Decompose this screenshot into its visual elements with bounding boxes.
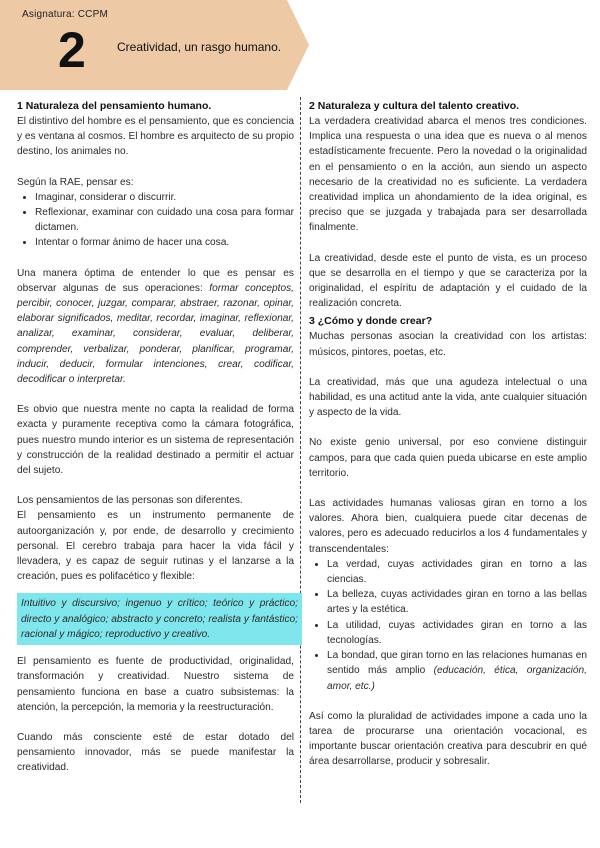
value-4-text: La bondad, que giran torno en las relaciones humanas en sentido más amplio [327, 650, 587, 677]
section-3-title: 3 ¿Cómo y donde crear? [309, 315, 433, 328]
paragraph: No existe genio universal, por eso conviene distinguir campos, para que cada quien pueda ubicarse en este amplio territorio. [309, 437, 587, 479]
unit-number: 2 [58, 22, 86, 78]
operations-list: formar conceptos, percibir, conocer, juzgar, comparar, abstraer, razonar, opinar, elaborar significados, meditar, recordar, imaginar, reflexionar, analizar, examinar, considerar, evaluar, deliberar, comprender, verbalizar, ponderar, planificar, programar, inducir, deducir, formular intenciones, crear, codificar, decodificar o interpretar. [17, 282, 294, 386]
list-item: • Reflexionar, examinar con cuidado una cosa para formar dictamen. [35, 205, 294, 235]
values-list [309, 557, 587, 694]
highlighted-qualities: Intuitivo y discursivo; ingenuo y crítico; teórico y práctico; directo y analógico; abstracto y concreto; realista y fantástico; racional y mágico; reproductivo y creativo. [17, 593, 302, 645]
paragraph: El pensamiento es un instrumento permanente de autoorganización y, por ende, de desarrollo y crecimiento personal. El cerebro trabaja para hacer la vida fácil y llevadera, y es capaz de seguir rutinas y el lanzarse a la creación, pues es polifacético y flexible: [17, 510, 294, 583]
paragraph: Muchas personas asocian la creatividad con los artistas: músicos, pintores, poetas, etc. [309, 331, 587, 358]
section-2-title: 2 Naturaleza y cultura del talento creativo. [309, 100, 520, 112]
list-item: • La belleza, cuyas actividades giran en torno a las bellas artes y la estética. [327, 587, 587, 617]
paragraph: Cuando más consciente esté de estar dotado del pensamiento innovador, más se puede manifestar la creatividad. [17, 731, 294, 774]
subject-label: Asignatura: CCPM [22, 9, 109, 20]
list-item: • La verdad, cuyas actividades giran en torno a las ciencias. [327, 557, 587, 587]
paragraph: El pensamiento es fuente de productividad, originalidad, transformación y creatividad. Nuestro sistema de pensamiento funciona en base a cuatro subsistemas: la atención, la percepción, la memoria y la reestructuración. [17, 656, 294, 713]
list-item: • Intentar o formar ánimo de hacer una cosa. [35, 235, 294, 250]
paragraph: La verdadera creatividad abarca el menos tres condiciones. Implica una respuesta o una idea que es nueva o al menos estadísticamente frecuente. Pero la novedad o la originalidad en el pensamiento o en la acción, aun siendo un aspecto necesario de la creatividad no es suficiente. La verdadera creatividad implica un ahondamiento de la idea original, es preciso que se juzgada y trabajada para ser desarrollada finalmente. [309, 116, 587, 234]
column-divider [300, 97, 301, 803]
paragraph: La creatividad, desde este el punto de vista, es un proceso que se desarrolla en el tiempo y que se caracteriza por la originalidad, el espíritu de adaptación y el cuidado de la realización concreta. [309, 252, 587, 310]
paragraph: La creatividad, más que una agudeza intelectual o una habilidad, es una actitud ante la vida, ante cualquier situación y aspecto de la vida. [309, 376, 587, 419]
section-1-title: 1 Naturaleza del pensamiento humano. [17, 100, 212, 112]
left-column [17, 99, 298, 776]
operations-intro: Una manera óptima de entender lo que es pensar es observar algunas de sus operaciones: [17, 267, 294, 294]
paragraph: Las actividades humanas valiosas giran en torno a los valores. Ahora bien, cualquiera puede citar decenas de valores, pero es adecuado reducirlos a los 4 fundamentales y transcendentales: [309, 498, 587, 555]
paragraph: Los pensamientos de las personas son diferentes. [17, 495, 243, 507]
paragraph: Es obvio que nuestra mente no capta la realidad de forma exacta y puramente receptiva como la cámara fotográfica, pues nuestro mundo interior es un sistema de representación y construcción de la realidad destinado a permitir el actuar del sujeto. [17, 404, 294, 477]
paragraph: Así como la pluralidad de actividades impone a cada uno la tarea de procurarse una orientación vocacional, es importante buscar orientación creativa para descubrir en qué área desarrollarse, producir y sobresalir. [309, 710, 587, 768]
value-4-examples: (educación, ética, organización, amor, etc.) [327, 665, 587, 692]
rae-definitions-list [17, 190, 294, 251]
operations-paragraph [17, 266, 294, 388]
list-item [327, 648, 587, 694]
paragraph: Según la RAE, pensar es: [17, 176, 134, 188]
header-banner [0, 0, 310, 90]
paragraph: El distintivo del hombre es el pensamiento, que es conciencia y es ventana al cosmos. El hombre es arquitecto de su propio destino, los animales no. [17, 116, 294, 158]
right-column [309, 99, 587, 770]
page-title: Creatividad, un rasgo humano. [117, 40, 282, 54]
list-item: • La utilidad, cuyas actividades giran en torno a las tecnologías. [327, 618, 587, 648]
list-item: • Imaginar, considerar o discurrir. [35, 190, 294, 205]
